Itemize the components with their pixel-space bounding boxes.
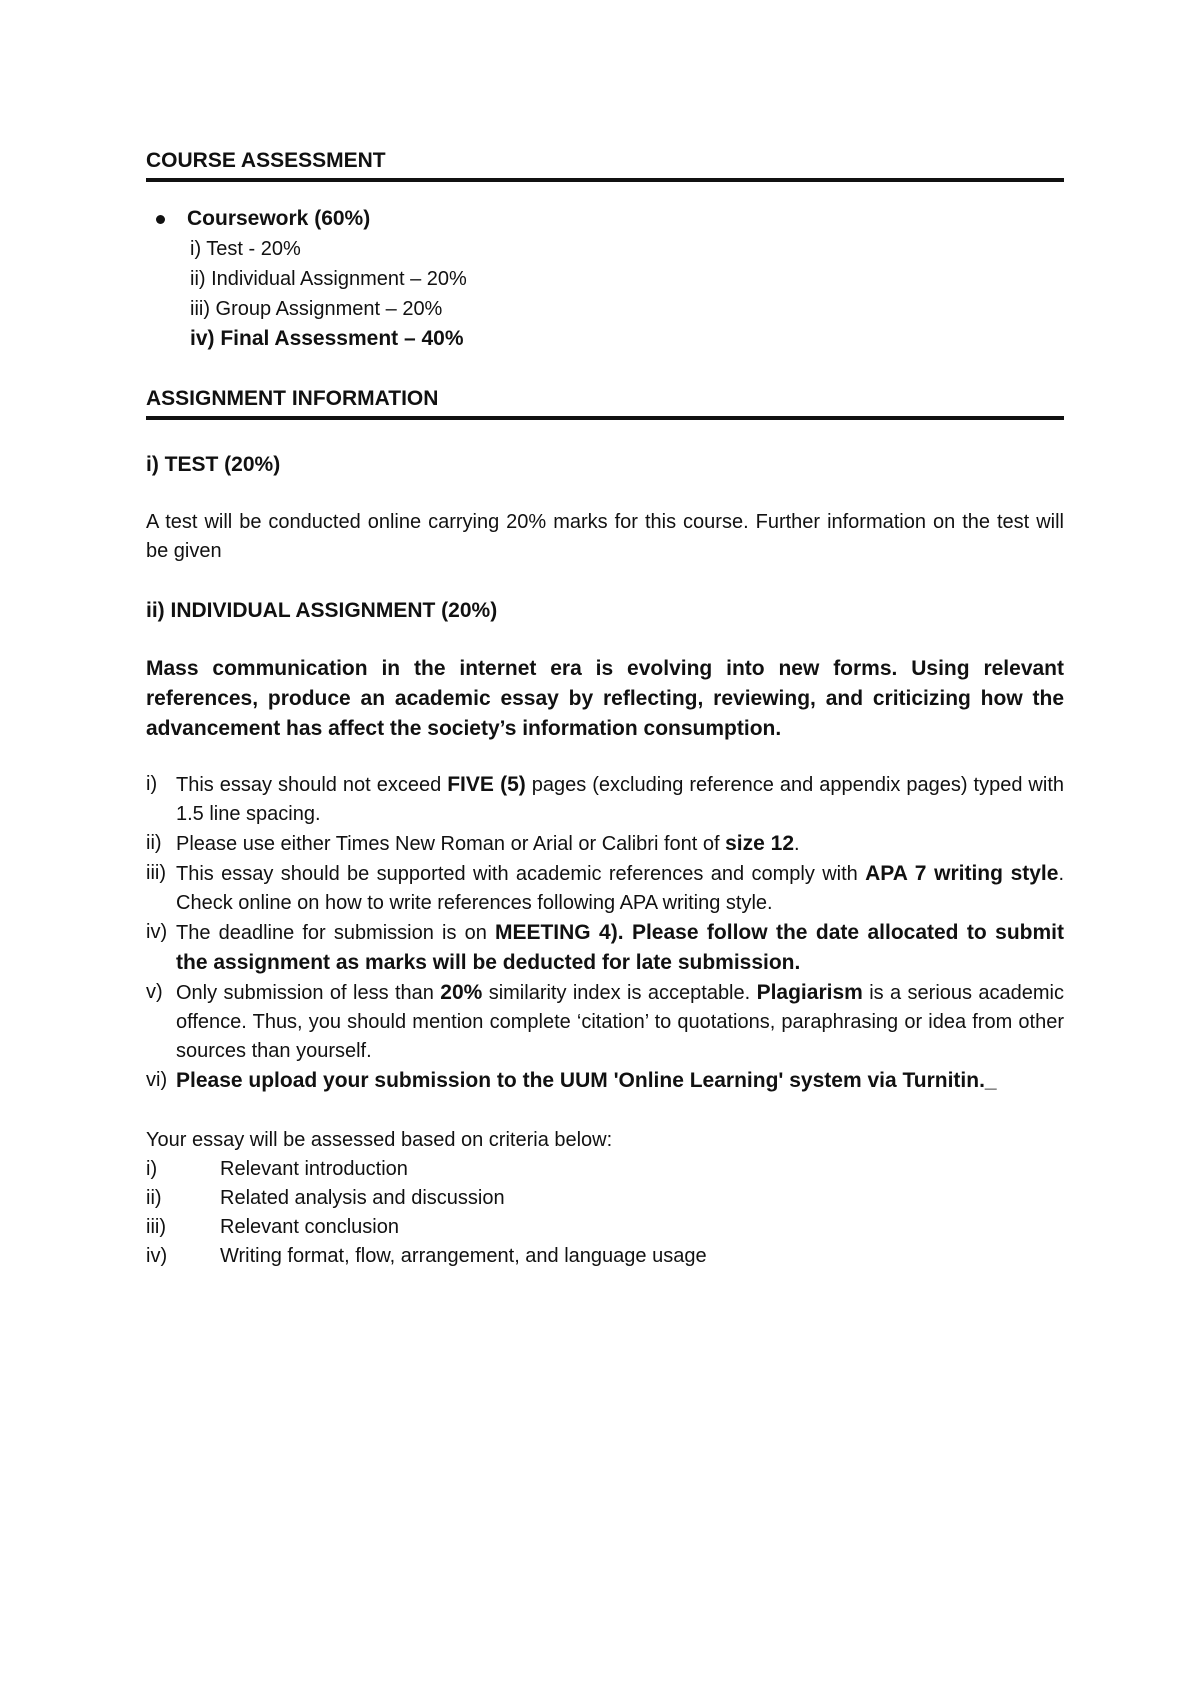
coursework-heading — [146, 204, 1064, 234]
assignment-rules-list — [146, 770, 1064, 1096]
rule-emphasis: FIVE (5) — [447, 773, 526, 796]
criteria-item — [146, 1184, 1064, 1213]
rule-emphasis: MEETING 4). Please follow the date allocated to submit the assignment as marks will be deducted for late submission. — [176, 921, 1064, 974]
criteria-number: iii) — [146, 1216, 166, 1238]
rule-item — [146, 1066, 1064, 1096]
criteria-item — [146, 1213, 1064, 1242]
document-content — [146, 146, 1064, 1271]
heading-rule — [146, 178, 1064, 182]
criteria-number: iv) — [146, 1245, 168, 1267]
criteria-item — [146, 1242, 1064, 1271]
rule-text: . Check online on how to write references following APA writing style. — [176, 863, 1065, 914]
individual-assignment-title: ii) INDIVIDUAL ASSIGNMENT (20%) — [146, 599, 498, 622]
rule-emphasis: size 12 — [725, 832, 795, 855]
rule-number: vi) — [146, 1069, 168, 1091]
list-item: iv) Final Assessment – 40% — [190, 327, 464, 350]
heading-rule — [146, 416, 1064, 420]
test-description: A test will be conducted online carrying 20% marks for this course. Further information on the test will be given — [146, 511, 1064, 562]
rule-item — [146, 829, 1064, 859]
list-item: i) Test - 20% — [190, 238, 301, 260]
rule-emphasis: APA 7 writing style — [865, 862, 1059, 885]
criteria-intro: Your essay will be assessed based on criteria below: — [146, 1129, 613, 1151]
criteria-number: i) — [146, 1158, 158, 1180]
rule-number: ii) — [146, 832, 162, 854]
rule-text: Please use either Times New Roman or Arial or Calibri font of — [176, 833, 726, 855]
rule-item — [146, 978, 1064, 1066]
rule-item — [146, 770, 1064, 829]
test-title: i) TEST (20%) — [146, 453, 281, 476]
criteria-list — [146, 1155, 1064, 1271]
section-title-course-assessment: COURSE ASSESSMENT — [146, 149, 386, 172]
rule-text: similarity index is acceptable. — [482, 982, 757, 1004]
rule-emphasis: Plagiarism — [756, 981, 863, 1004]
assignment-question: Mass communication in the internet era is evolving into new forms. Using relevant references, produce an academic essay by reflecting, reviewing, and criticizing how the advancement has affect the society’s information consumption. — [146, 657, 1064, 740]
rule-item — [146, 859, 1064, 918]
coursework-list — [146, 234, 1064, 354]
assignment-information-section — [146, 384, 1064, 1271]
list-item: ii) Individual Assignment – 20% — [190, 268, 467, 290]
rule-text: is a serious academic offence. Thus, you should mention complete ‘citation’ to quotations, paraphrasing or idea from other sources than yourself. — [176, 982, 1064, 1062]
list-item: iii) Group Assignment – 20% — [190, 298, 443, 320]
rule-number: v) — [146, 981, 163, 1003]
coursework-label: Coursework (60%) — [187, 207, 371, 230]
coursework-block — [146, 204, 1064, 354]
course-assessment-section — [146, 146, 1064, 354]
rule-emphasis: 20% — [440, 981, 483, 1004]
rule-number: iv) — [146, 921, 168, 943]
rule-text: The deadline for submission is on — [176, 922, 495, 944]
criteria-text: Writing format, flow, arrangement, and language usage — [220, 1245, 707, 1267]
rule-text: Only submission of less than — [176, 982, 441, 1004]
criteria-text: Relevant introduction — [220, 1158, 408, 1180]
rule-text: This essay should not exceed — [176, 774, 448, 796]
bullet-icon — [156, 215, 165, 224]
rule-item — [146, 918, 1064, 978]
rule-emphasis: Please upload your submission to the UUM 'Online Learning' system via Turnitin._ — [176, 1069, 997, 1092]
criteria-number: ii) — [146, 1187, 162, 1209]
rule-text: . — [794, 833, 800, 855]
rule-text: pages (excluding reference and appendix pages) typed with 1.5 line spacing. — [176, 774, 1065, 825]
criteria-text: Relevant conclusion — [220, 1216, 399, 1238]
rule-text: This essay should be supported with academic references and comply with — [176, 863, 866, 885]
rule-number: i) — [146, 773, 158, 795]
rule-number: iii) — [146, 862, 166, 884]
section-title-assignment-information: ASSIGNMENT INFORMATION — [146, 387, 439, 410]
criteria-text: Related analysis and discussion — [220, 1187, 505, 1209]
criteria-item — [146, 1155, 1064, 1184]
